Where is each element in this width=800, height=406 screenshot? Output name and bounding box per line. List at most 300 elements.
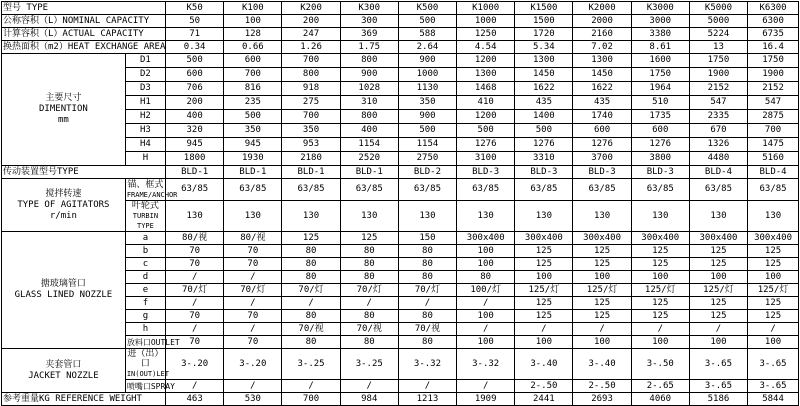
value-cell: 125/灯 (515, 284, 573, 297)
value-cell: 5224 (689, 28, 747, 41)
value-cell: 1800 (166, 152, 224, 166)
value-cell: 125/灯 (748, 284, 799, 297)
value-cell: / (224, 297, 282, 310)
value-cell: 300x400 (573, 232, 631, 245)
nozzle-sub-label: g (125, 310, 165, 323)
value-cell: 8.61 (631, 41, 689, 54)
value-cell: 70 (166, 245, 224, 258)
header-row (2, 2, 799, 15)
value-cell: 1154 (340, 138, 398, 152)
value-cell: 70 (166, 336, 224, 349)
value-cell: 3-.65 (689, 349, 747, 380)
dimension-title: 主要尺寸 (45, 93, 82, 103)
value-cell: 125/灯 (573, 284, 631, 297)
value-cell: 5160 (748, 152, 799, 166)
value-cell: 1622 (573, 82, 631, 96)
value-cell: 3000 (631, 15, 689, 28)
nozzle-sub-label: e (125, 284, 165, 297)
value-cell: 70/灯 (398, 284, 456, 297)
value-cell: 300x400 (457, 232, 515, 245)
heat-area-label: 换热面积（m2）HEAT EXCHANGE AREA (3, 41, 166, 52)
value-cell: 3-.65 (689, 380, 747, 393)
value-cell: 70/视 (282, 323, 340, 336)
nozzle-title-en: GLASS LINED NOZZLE (14, 290, 113, 300)
value-cell: 3800 (631, 152, 689, 166)
value-cell: 130 (689, 201, 747, 232)
value-cell: 125 (689, 258, 747, 271)
dimension-unit: mm (57, 115, 69, 125)
value-cell: 130 (573, 201, 631, 232)
value-cell: BLD-3 (573, 166, 631, 179)
agitator-title-en: TYPE OF AGITATORS (17, 199, 110, 210)
value-cell: 1300 (515, 54, 573, 68)
value-cell: 100 (748, 336, 799, 349)
nozzle-sub-label: f (125, 297, 165, 310)
value-cell: 100 (631, 336, 689, 349)
model-header-cell: K1500 (515, 2, 573, 15)
value-cell: 700 (282, 393, 340, 406)
model-header-cell: K6300 (748, 2, 799, 15)
nozzle-sub-label: d (125, 271, 165, 284)
value-cell: 63/85 (573, 179, 631, 201)
value-cell: 945 (166, 138, 224, 152)
value-cell: 125 (282, 232, 340, 245)
value-cell: 547 (689, 96, 747, 110)
value-cell: 2.64 (398, 41, 456, 54)
value-cell: 4060 (631, 393, 689, 406)
value-cell: 130 (398, 201, 456, 232)
value-cell: 6735 (748, 28, 799, 41)
value-cell: 500 (166, 54, 224, 68)
value-cell: 300x400 (689, 232, 747, 245)
value-cell: 2520 (340, 152, 398, 166)
value-cell: 3-.25 (282, 349, 340, 380)
value-cell: 500 (515, 124, 573, 138)
value-cell: / (398, 380, 456, 393)
value-cell: 2-.65 (631, 380, 689, 393)
value-cell: 125 (748, 310, 799, 323)
model-header-cell: K500 (398, 2, 456, 15)
value-cell: BLD-3 (631, 166, 689, 179)
value-cell: 63/85 (340, 179, 398, 201)
value-cell: 3-.65 (748, 349, 799, 380)
value-cell: 80 (398, 258, 456, 271)
value-cell: 918 (282, 82, 340, 96)
value-cell: 0.34 (166, 41, 224, 54)
value-cell: 100 (689, 271, 747, 284)
value-cell: 2-.50 (573, 380, 631, 393)
value-cell: / (224, 271, 282, 284)
value-cell: 300x400 (631, 232, 689, 245)
value-cell: 435 (515, 96, 573, 110)
value-cell: 100 (515, 336, 573, 349)
value-cell: 125 (631, 245, 689, 258)
value-cell: 100 (573, 336, 631, 349)
value-cell: 1964 (631, 82, 689, 96)
dimension-sub-label: H (125, 152, 165, 166)
value-cell: 1622 (515, 82, 573, 96)
weight-row (2, 393, 799, 406)
value-cell: / (166, 297, 224, 310)
value-cell: 500 (398, 124, 456, 138)
value-cell: 1909 (457, 393, 515, 406)
jacket-title: 夹套管口 (45, 359, 82, 370)
value-cell: 500 (398, 15, 456, 28)
value-cell: 1213 (398, 393, 456, 406)
value-cell: 50 (166, 15, 224, 28)
value-cell: 70 (224, 336, 282, 349)
value-cell: 400 (340, 124, 398, 138)
value-cell: 1720 (515, 28, 573, 41)
nozzle-sub-label: a (125, 232, 165, 245)
value-cell: 670 (689, 124, 747, 138)
value-cell: 1300 (573, 54, 631, 68)
nozzle-sub-label: h (125, 323, 165, 336)
value-cell: 1500 (515, 15, 573, 28)
value-cell: / (340, 380, 398, 393)
dimension-sub-label: H2 (125, 110, 165, 124)
value-cell: 1276 (515, 138, 573, 152)
value-cell: 1276 (573, 138, 631, 152)
value-cell: 5000 (689, 15, 747, 28)
value-cell: 100 (457, 310, 515, 323)
value-cell: 70 (224, 310, 282, 323)
nozzle-row-0 (2, 232, 799, 245)
value-cell: 1400 (515, 110, 573, 124)
value-cell: 125 (631, 310, 689, 323)
value-cell: 80 (340, 271, 398, 284)
value-cell: BLD-1 (166, 166, 224, 179)
value-cell: 63/85 (631, 179, 689, 201)
model-header-cell: K100 (224, 2, 282, 15)
value-cell: 1028 (340, 82, 398, 96)
value-cell: 816 (224, 82, 282, 96)
value-cell: 100 (573, 271, 631, 284)
value-cell: 70 (166, 310, 224, 323)
value-cell: 1154 (398, 138, 456, 152)
value-cell: 80 (398, 245, 456, 258)
model-header-cell: K50 (166, 2, 224, 15)
value-cell: 80 (282, 271, 340, 284)
value-cell: 130 (224, 201, 282, 232)
value-cell: 1000 (457, 15, 515, 28)
value-cell: 150 (398, 232, 456, 245)
value-cell: 1.26 (282, 41, 340, 54)
value-cell: 547 (748, 96, 799, 110)
type-header: 型号 TYPE (2, 2, 166, 15)
nozzle-group-label (2, 232, 126, 349)
value-cell: 700 (748, 124, 799, 138)
value-cell: 706 (166, 82, 224, 96)
value-cell: 3-.20 (224, 349, 282, 380)
agitator-frame-row (2, 179, 799, 201)
value-cell: / (515, 323, 573, 336)
value-cell: 70/视 (398, 323, 456, 336)
value-cell: 125 (631, 258, 689, 271)
value-cell: BLD-3 (457, 166, 515, 179)
value-cell: 3-.20 (166, 349, 224, 380)
actual-capacity-row (2, 28, 799, 41)
value-cell: 71 (166, 28, 224, 41)
model-header-cell: K3000 (631, 2, 689, 15)
value-cell: / (166, 271, 224, 284)
value-cell: 100 (515, 271, 573, 284)
nozzle-sub-label: b (125, 245, 165, 258)
value-cell: 70/视 (340, 323, 398, 336)
value-cell: 953 (282, 138, 340, 152)
value-cell: 500 (457, 124, 515, 138)
model-header-cell: K2000 (573, 2, 631, 15)
frame-anchor-label: 锚、框式 FRAME/ANCHOR (126, 179, 178, 199)
value-cell: 80 (282, 336, 340, 349)
value-cell: 80 (398, 336, 456, 349)
value-cell: 369 (340, 28, 398, 41)
value-cell: 80/视 (224, 232, 282, 245)
value-cell: 80 (398, 310, 456, 323)
value-cell: 125 (748, 297, 799, 310)
model-header-cell: K1000 (457, 2, 515, 15)
value-cell: / (457, 380, 515, 393)
value-cell: 1450 (515, 68, 573, 82)
value-cell: BLD-1 (340, 166, 398, 179)
value-cell: 350 (398, 96, 456, 110)
value-cell: BLD-1 (224, 166, 282, 179)
value-cell: 463 (166, 393, 224, 406)
jacket-inout-row (2, 349, 799, 380)
model-header-cell: K5000 (689, 2, 747, 15)
value-cell: 63/85 (515, 179, 573, 201)
value-cell: 2875 (748, 110, 799, 124)
value-cell: 2-.50 (515, 380, 573, 393)
value-cell: 70/灯 (224, 284, 282, 297)
value-cell: 247 (282, 28, 340, 41)
value-cell: 3-.32 (457, 349, 515, 380)
value-cell: 80/视 (166, 232, 224, 245)
value-cell: / (282, 380, 340, 393)
value-cell: / (166, 323, 224, 336)
nominal-capacity-label: 公称容积（L）NOMINAL CAPACITY (2, 15, 166, 28)
jacket-group-label (2, 349, 126, 393)
spray-label: 喷嘴口SPRAY (126, 381, 175, 391)
value-cell: 125 (573, 297, 631, 310)
dimension-sub-label: H4 (125, 138, 165, 152)
value-cell: 984 (340, 393, 398, 406)
value-cell: 80 (457, 271, 515, 284)
value-cell: 1900 (748, 68, 799, 82)
value-cell: 100 (457, 245, 515, 258)
value-cell: 2000 (573, 15, 631, 28)
value-cell: 945 (224, 138, 282, 152)
value-cell: 3-.32 (398, 349, 456, 380)
value-cell: 70 (224, 245, 282, 258)
dimension-title-en: DIMENTION (39, 104, 88, 114)
value-cell: 1276 (631, 138, 689, 152)
value-cell: 1750 (689, 54, 747, 68)
value-cell: 900 (398, 54, 456, 68)
value-cell: 600 (224, 54, 282, 68)
value-cell: 63/85 (457, 179, 515, 201)
value-cell: 1740 (573, 110, 631, 124)
value-cell: 200 (282, 15, 340, 28)
dimension-sub-label: D3 (125, 82, 165, 96)
value-cell: 800 (340, 110, 398, 124)
value-cell: 700 (282, 110, 340, 124)
value-cell: 130 (282, 201, 340, 232)
value-cell: / (398, 297, 456, 310)
specification-table (1, 1, 799, 406)
dimension-sub-label: D1 (125, 54, 165, 68)
value-cell: / (457, 297, 515, 310)
value-cell: 310 (340, 96, 398, 110)
value-cell: 130 (515, 201, 573, 232)
value-cell: 70/灯 (340, 284, 398, 297)
value-cell: 125/灯 (631, 284, 689, 297)
value-cell: 125 (515, 258, 573, 271)
nozzle-title: 搪玻璃管口 (40, 279, 86, 289)
value-cell: BLD-2 (398, 166, 456, 179)
value-cell: 600 (166, 68, 224, 82)
value-cell: 63/85 (166, 179, 224, 201)
value-cell: 2441 (515, 393, 573, 406)
nozzle-sub-label: c (125, 258, 165, 271)
value-cell: 2160 (573, 28, 631, 41)
value-cell: 125 (515, 310, 573, 323)
value-cell: 2180 (282, 152, 340, 166)
value-cell: 700 (282, 54, 340, 68)
value-cell: / (282, 297, 340, 310)
nominal-capacity-row (2, 15, 799, 28)
value-cell: 1276 (457, 138, 515, 152)
value-cell: 125 (689, 245, 747, 258)
value-cell: 80 (340, 336, 398, 349)
value-cell: / (573, 323, 631, 336)
value-cell: 63/85 (282, 179, 340, 201)
value-cell: 100 (457, 336, 515, 349)
value-cell: 1130 (398, 82, 456, 96)
value-cell: 600 (631, 124, 689, 138)
value-cell: 275 (282, 96, 340, 110)
value-cell: 80 (398, 271, 456, 284)
value-cell: 63/85 (689, 179, 747, 201)
value-cell: 1930 (224, 152, 282, 166)
value-cell: / (748, 323, 799, 336)
value-cell: 130 (748, 201, 799, 232)
value-cell: 100 (457, 258, 515, 271)
value-cell: 100 (631, 271, 689, 284)
value-cell: 125 (573, 310, 631, 323)
value-cell: 128 (224, 28, 282, 41)
value-cell: 130 (457, 201, 515, 232)
value-cell: 3-.40 (573, 349, 631, 380)
value-cell: 3700 (573, 152, 631, 166)
value-cell: 510 (631, 96, 689, 110)
value-cell: 7.02 (573, 41, 631, 54)
value-cell: 130 (340, 201, 398, 232)
value-cell: 80 (340, 245, 398, 258)
value-cell: 4480 (689, 152, 747, 166)
value-cell: BLD-4 (689, 166, 747, 179)
value-cell: 100 (224, 15, 282, 28)
value-cell: 63/85 (748, 179, 799, 201)
value-cell: 1326 (689, 138, 747, 152)
value-cell: 1.75 (340, 41, 398, 54)
value-cell: 1300 (457, 68, 515, 82)
value-cell: 1750 (748, 54, 799, 68)
value-cell: 2152 (689, 82, 747, 96)
heat-area-row (2, 41, 799, 54)
value-cell: 3-.25 (340, 349, 398, 380)
value-cell: 3380 (631, 28, 689, 41)
value-cell: 800 (340, 54, 398, 68)
dimension-sub-label: H1 (125, 96, 165, 110)
value-cell: 80 (340, 310, 398, 323)
value-cell: 3100 (457, 152, 515, 166)
value-cell: 80 (282, 245, 340, 258)
value-cell: 125 (573, 258, 631, 271)
value-cell: 70/灯 (166, 284, 224, 297)
value-cell: 5186 (689, 393, 747, 406)
value-cell: / (166, 380, 224, 393)
value-cell: BLD-3 (515, 166, 573, 179)
value-cell: 125 (689, 297, 747, 310)
jacket-title-en: JACKET NOZZLE (28, 370, 99, 381)
value-cell: / (340, 297, 398, 310)
value-cell: 70/灯 (282, 284, 340, 297)
value-cell: 800 (282, 68, 340, 82)
value-cell: 3310 (515, 152, 573, 166)
value-cell: 1450 (573, 68, 631, 82)
value-cell: 1750 (631, 68, 689, 82)
value-cell: 1200 (457, 54, 515, 68)
value-cell: 125 (340, 232, 398, 245)
value-cell: 125 (748, 258, 799, 271)
value-cell: 2152 (748, 82, 799, 96)
value-cell: / (631, 323, 689, 336)
value-cell: BLD-1 (282, 166, 340, 179)
value-cell: 70 (166, 258, 224, 271)
agitator-group-label (2, 179, 126, 232)
value-cell: 300 (340, 15, 398, 28)
value-cell: 300x400 (515, 232, 573, 245)
value-cell: 1475 (748, 138, 799, 152)
value-cell: 3-.40 (515, 349, 573, 380)
dimension-group-label (2, 54, 126, 166)
value-cell: 300x400 (748, 232, 799, 245)
outlet-label: 放料口OUTLET (126, 337, 180, 347)
value-cell: 125 (515, 245, 573, 258)
value-cell: 1735 (631, 110, 689, 124)
value-cell: 5844 (748, 393, 799, 406)
value-cell: 1468 (457, 82, 515, 96)
weight-label: 参考重量KG REFERENCE WEIGHT (2, 393, 166, 406)
value-cell: 70 (224, 258, 282, 271)
value-cell: 2693 (573, 393, 631, 406)
value-cell: 1000 (398, 68, 456, 82)
inout-label: 进（出）口 IN(OUT)LET (126, 349, 169, 378)
value-cell: 435 (573, 96, 631, 110)
value-cell: 80 (340, 258, 398, 271)
agitator-unit: r/min (49, 210, 77, 221)
value-cell: 2335 (689, 110, 747, 124)
turbin-label: 叶轮式 TURBIN TYPE (125, 201, 165, 232)
value-cell: 100 (748, 271, 799, 284)
value-cell: 0.66 (224, 41, 282, 54)
value-cell: 350 (224, 124, 282, 138)
value-cell: 900 (398, 110, 456, 124)
value-cell: 125 (515, 297, 573, 310)
value-cell: 1600 (631, 54, 689, 68)
value-cell: 130 (631, 201, 689, 232)
